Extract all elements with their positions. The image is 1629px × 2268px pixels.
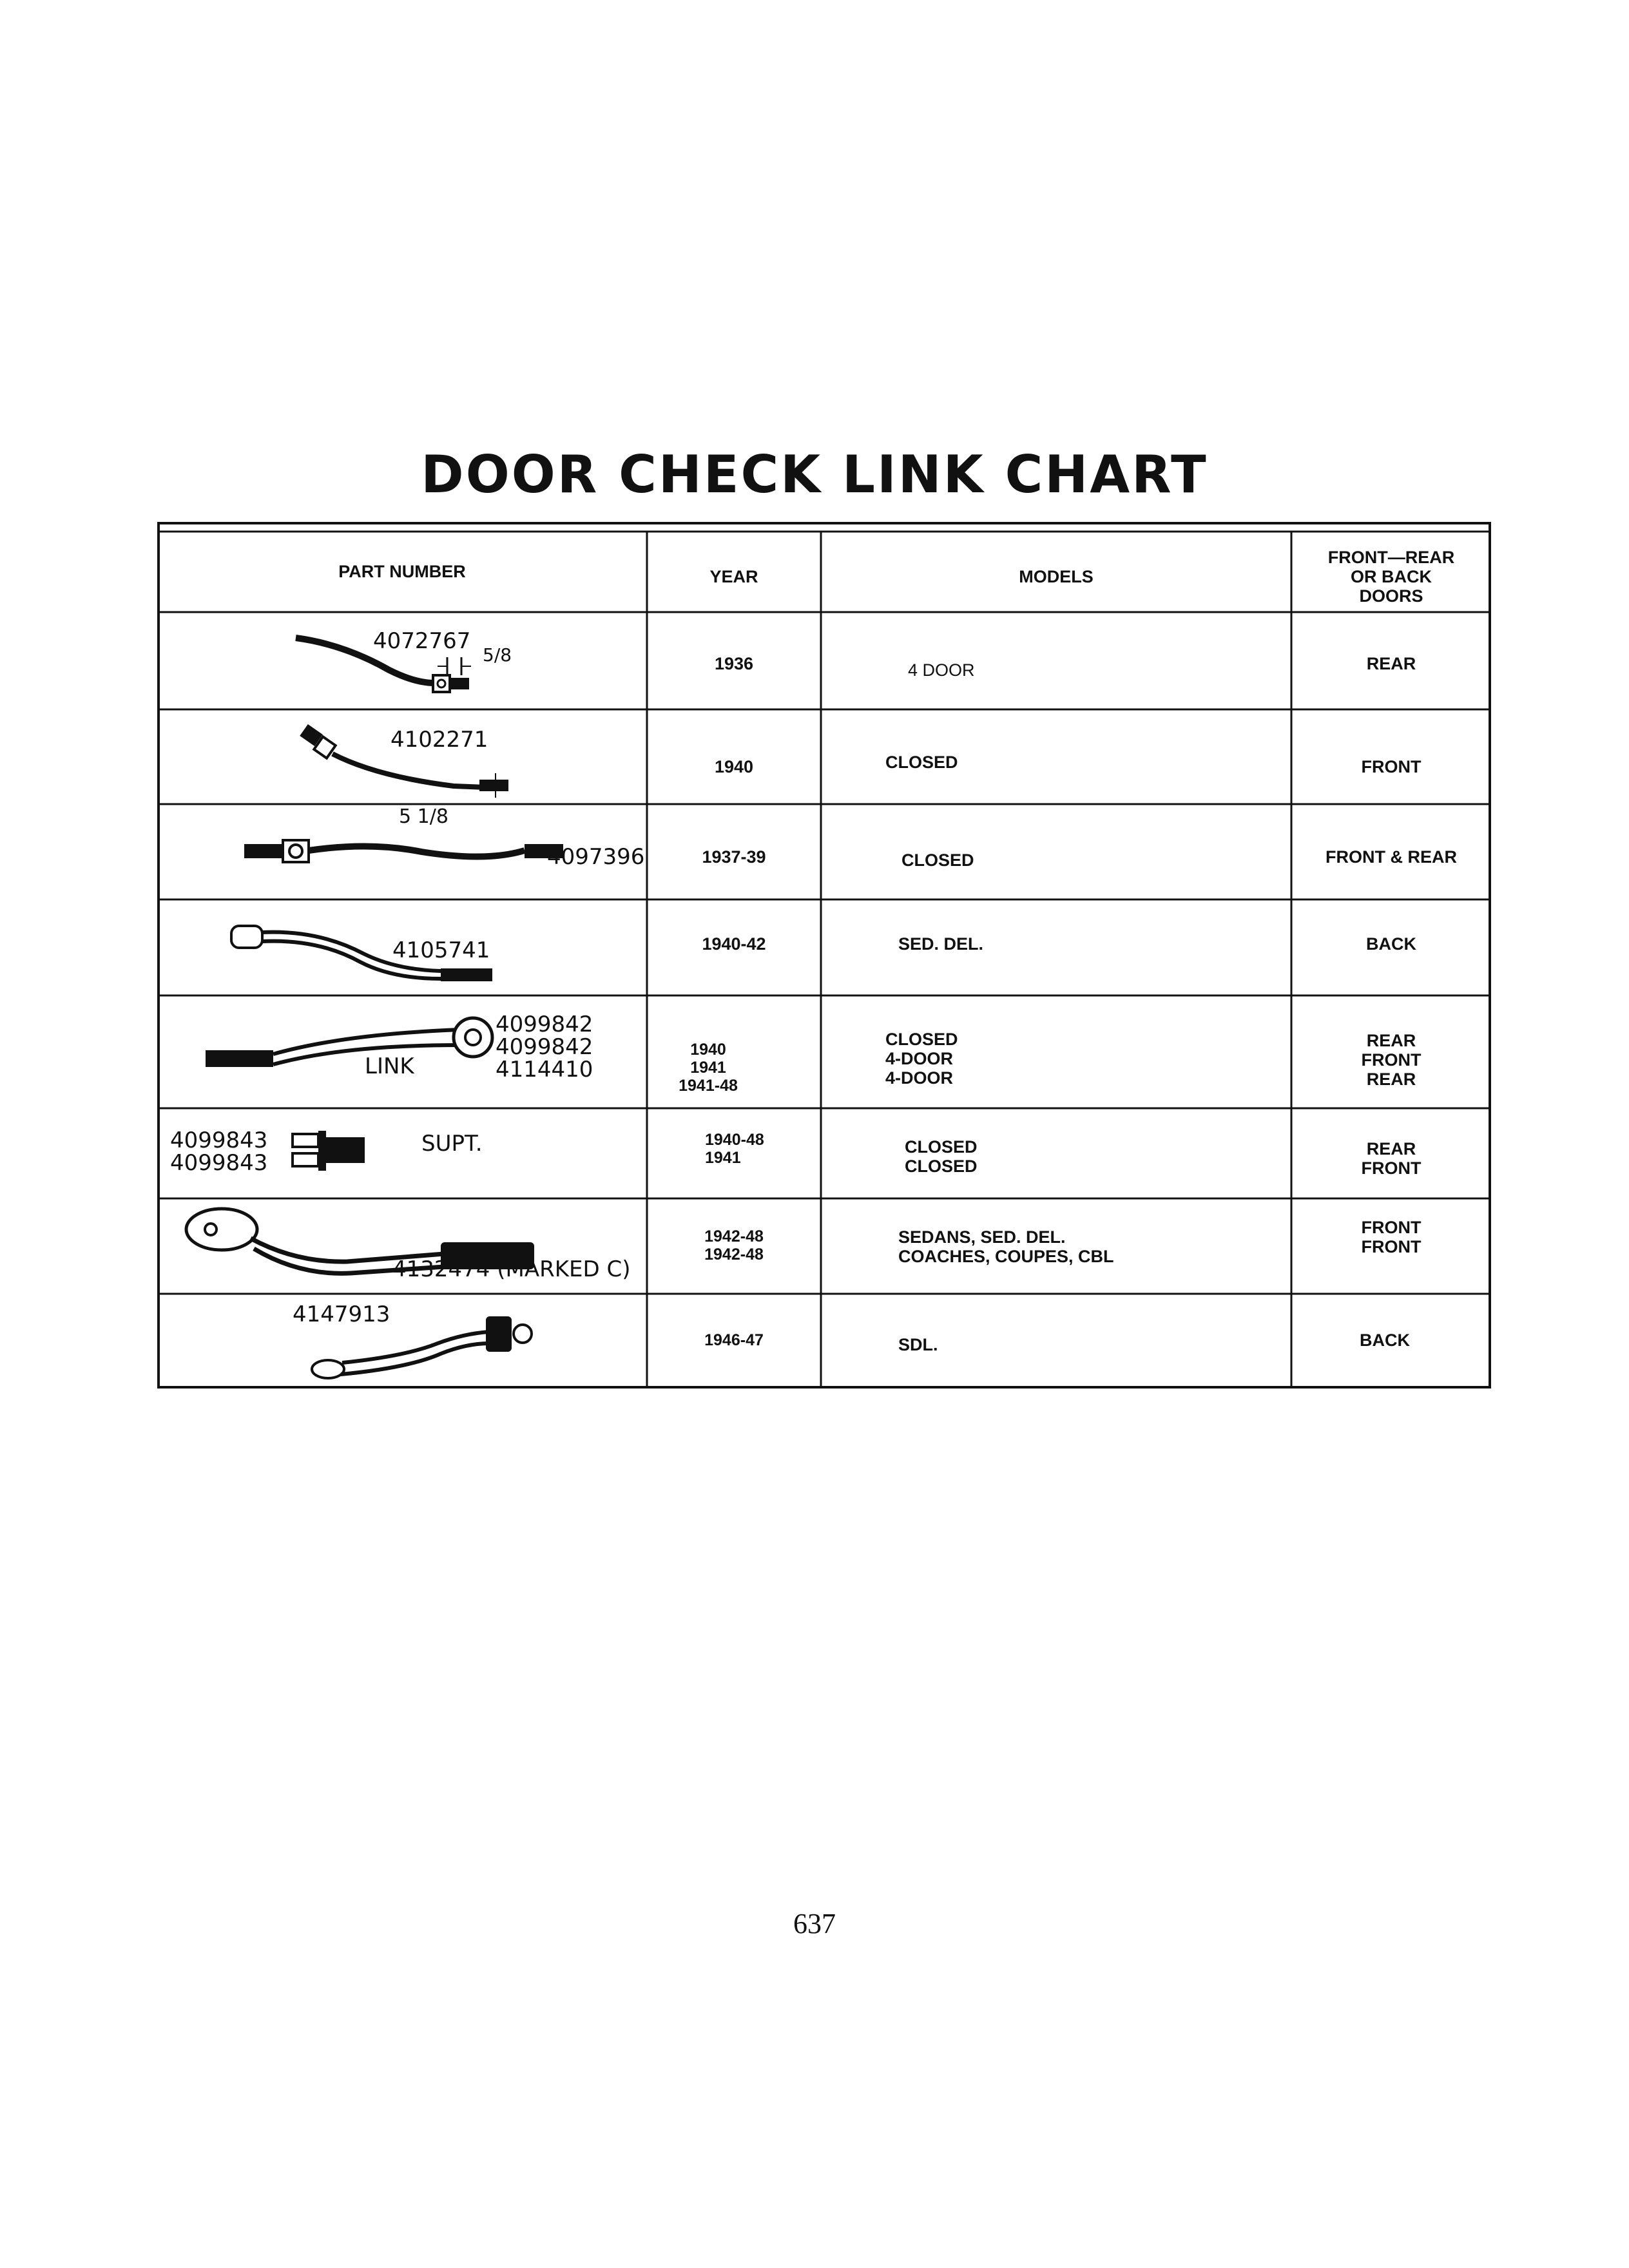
- part-number-label: 4147913: [293, 1302, 390, 1327]
- page-title: DOOR CHECK LINK CHART: [421, 445, 1208, 505]
- check-link-drawing: [302, 1298, 560, 1382]
- part-number-label: 4097396: [547, 844, 645, 870]
- dimension-label: 5 1/8: [399, 805, 448, 828]
- year-cell: 1940-48 1941: [705, 1131, 764, 1167]
- part-number-label: 4099843: [170, 1150, 268, 1176]
- doors-cell: REAR: [1366, 654, 1416, 673]
- part-number-label: 4114410: [496, 1057, 593, 1082]
- part-number-label: 4099842: [496, 1012, 593, 1037]
- models-cell: SEDANS, SED. DEL. COACHES, COUPES, CBL: [898, 1227, 1114, 1266]
- page-number: 637: [793, 1908, 836, 1939]
- doors-cell: BACK: [1360, 1331, 1410, 1350]
- door-check-link-table: [157, 522, 1491, 1389]
- year-cell: 1942-48 1942-48: [704, 1227, 764, 1264]
- support-drawing: [286, 1124, 389, 1176]
- doors-cell: REAR FRONT: [1361, 1139, 1422, 1178]
- models-cell: SED. DEL.: [898, 934, 984, 954]
- year-cell: 1936: [714, 654, 754, 673]
- part-number-label: 4099842: [496, 1034, 593, 1060]
- doors-cell: FRONT FRONT: [1361, 1218, 1422, 1256]
- models-cell: CLOSED CLOSED: [905, 1137, 978, 1176]
- doors-cell: FRONT & REAR: [1325, 847, 1457, 867]
- doors-cell: REAR FRONT REAR: [1361, 1031, 1422, 1089]
- part-number-label: 4102271: [390, 727, 488, 753]
- part-number-label: 4099843: [170, 1128, 268, 1153]
- supt-label: SUPT.: [421, 1131, 483, 1157]
- models-cell: CLOSED: [885, 753, 958, 772]
- models-cell: SDL.: [898, 1335, 938, 1354]
- year-cell: 1946-47: [704, 1331, 764, 1349]
- header-part-number: PART NUMBER: [338, 562, 466, 581]
- part-number-label: 4132474 (MARKED C): [392, 1256, 631, 1282]
- doors-cell: FRONT: [1361, 757, 1422, 776]
- dimension-label: 5/8: [483, 644, 512, 666]
- check-link-drawing: [228, 918, 550, 989]
- year-cell: 1940 1941 1941-48: [679, 1041, 738, 1095]
- header-year: YEAR: [709, 567, 758, 586]
- header-models: MODELS: [1019, 567, 1094, 586]
- link-label: LINK: [365, 1053, 414, 1079]
- year-cell: 1937-39: [702, 847, 766, 867]
- year-cell: 1940: [714, 757, 754, 776]
- header-doors: FRONT—REAR OR BACK DOORS: [1327, 548, 1455, 606]
- doors-cell: BACK: [1366, 934, 1416, 954]
- models-cell: 4 DOOR: [908, 660, 975, 680]
- part-number-label: 4072767: [373, 628, 471, 654]
- models-cell: CLOSED: [901, 850, 974, 870]
- part-number-label: 4105741: [392, 937, 490, 963]
- models-cell: CLOSED 4-DOOR 4-DOOR: [885, 1030, 958, 1088]
- year-cell: 1940-42: [702, 934, 766, 954]
